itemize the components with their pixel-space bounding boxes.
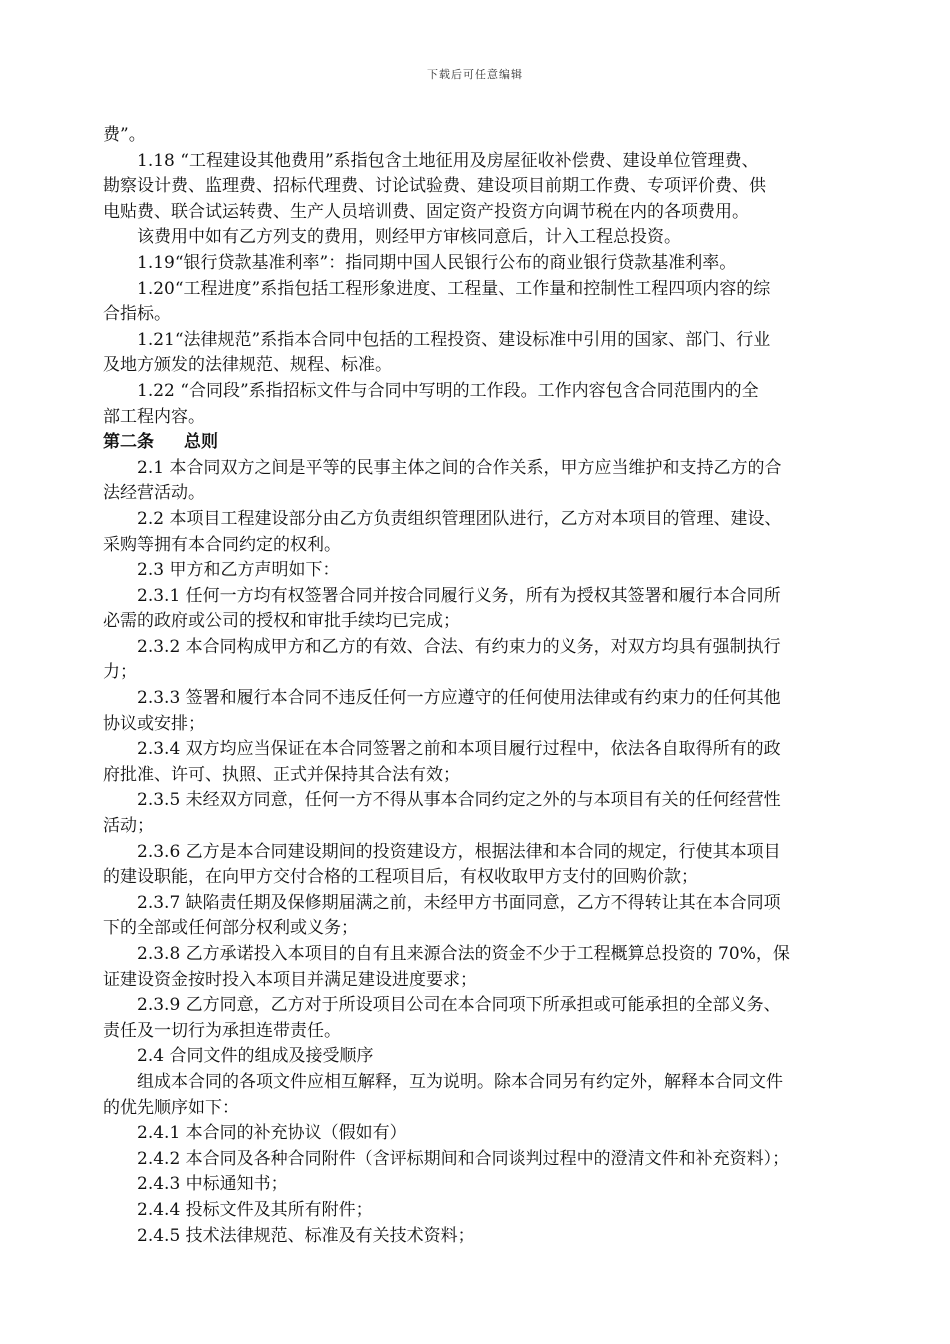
paragraph-line: 费”。	[103, 125, 146, 145]
paragraph-line: 2.3 甲方和乙方声明如下：	[137, 560, 340, 581]
paragraph-line: 下的全部或任何部分权利或义务；	[103, 918, 358, 939]
paragraph-line: 2.3.5 未经双方同意，任何一方不得从事本合同约定之外的与本项目有关的任何经营性	[137, 790, 781, 811]
paragraph-line: 部工程内容。	[103, 406, 205, 427]
paragraph-line: 的建设职能，在向甲方交付合格的工程项目后，有权收取甲方支付的回购价款；	[103, 867, 698, 888]
paragraph-line: 2.3.3 签署和履行本合同不违反任何一方应遵守的任何使用法律或有约束力的任何其他	[137, 688, 781, 709]
paragraph-line: 证建设资金按时投入本项目并满足建设进度要求；	[103, 969, 477, 990]
paragraph-line: 协议或安排；	[103, 713, 205, 734]
page-header: 下载后可任意编辑	[427, 68, 523, 81]
paragraph-line: 2.3.2 本合同构成甲方和乙方的有效、合法、有约束力的义务，对双方均具有强制执行	[137, 636, 781, 657]
paragraph-line: 1.21“法律规范”系指本合同中包括的工程投资、建设标准中引用的国家、部门、行业	[137, 329, 771, 350]
paragraph-line: 2.3.8 乙方承诺投入本项目的自有且来源合法的资金不少于工程概算总投资的 70%，保	[137, 944, 790, 964]
paragraph-line: 合指标。	[103, 304, 171, 325]
paragraph-line: 2.3.7 缺陷责任期及保修期届满之前，未经甲方书面同意，乙方不得转让其在本合同项	[137, 892, 781, 913]
paragraph-line: 及地方颁发的法律规范、规程、标准。	[103, 355, 392, 376]
section-title: 总则	[184, 432, 218, 453]
paragraph-line: 活动；	[103, 816, 154, 837]
paragraph-line: 1.18 “工程建设其他费用”系指包含土地征用及房屋征收补偿费、建设单位管理费、	[137, 150, 759, 171]
document-body	[103, 123, 863, 1249]
section-heading	[103, 430, 863, 456]
paragraph-line: 1.22 “合同段”系指招标文件与合同中写明的工作段。工作内容包含合同范围内的全	[137, 380, 759, 401]
paragraph-line: 责任及一切行为承担连带责任。	[103, 1020, 341, 1041]
paragraph-line: 2.3.9 乙方同意，乙方对于所设项目公司在本合同项下所承担或可能承担的全部义务、	[137, 995, 781, 1016]
paragraph-line: 采购等拥有本合同约定的权利。	[103, 534, 341, 555]
paragraph-line: 必需的政府或公司的授权和审批手续均已完成；	[103, 611, 460, 632]
paragraph-line: 府批准、许可、执照、正式并保持其合法有效；	[103, 764, 460, 785]
paragraph-line: 力；	[103, 662, 137, 683]
paragraph-line: 2.4.1 本合同的补充协议（假如有）	[137, 1123, 407, 1144]
paragraph-line: 勘察设计费、监理费、招标代理费、讨论试验费、建设项目前期工作费、专项评价费、供	[103, 176, 766, 197]
paragraph-line: 的优先顺序如下：	[103, 1097, 239, 1118]
paragraph-line: 2.4.4 投标文件及其所有附件；	[137, 1199, 373, 1220]
paragraph-line: 2.2 本项目工程建设部分由乙方负责组织管理团队进行，乙方对本项目的管理、建设、	[137, 508, 782, 529]
paragraph-line: 2.3.1 任何一方均有权签署合同并按合同履行义务，所有为授权其签署和履行本合同所	[137, 585, 781, 606]
paragraph-line: 2.4.3 中标通知书；	[137, 1174, 288, 1195]
paragraph-line: 电贴费、联合试运转费、生产人员培训费、固定资产投资方向调节税在内的各项费用。	[103, 201, 749, 222]
paragraph-line: 1.19“银行贷款基准利率”：指同期中国人民银行公布的商业银行贷款基准利率。	[137, 252, 737, 273]
paragraph-line: 2.4.2 本合同及各种合同附件（含评标期间和合同谈判过程中的澄清文件和补充资料）；	[137, 1148, 790, 1169]
paragraph-line: 2.4 合同文件的组成及接受顺序	[137, 1046, 374, 1067]
paragraph-line: 组成本合同的各项文件应相互解释，互为说明。除本合同另有约定外，解释本合同文件	[137, 1071, 783, 1092]
paragraph-line: 该费用中如有乙方列支的费用，则经甲方审核同意后，计入工程总投资。	[137, 227, 681, 248]
paragraph-line: 法经营活动。	[103, 483, 205, 504]
paragraph-line: 1.20“工程进度”系指包括工程形象进度、工程量、工作量和控制性工程四项内容的综	[137, 278, 771, 299]
paragraph-line: 2.1 本合同双方之间是平等的民事主体之间的合作关系，甲方应当维护和支持乙方的合	[137, 457, 782, 478]
paragraph-line: 2.3.4 双方均应当保证在本合同签署之前和本项目履行过程中，依法各自取得所有的政	[137, 739, 781, 760]
paragraph-line: 2.3.6 乙方是本合同建设期间的投资建设方，根据法律和本合同的规定，行使其本项目	[137, 841, 781, 862]
paragraph-line: 2.4.5 技术法律规范、标准及有关技术资料；	[137, 1225, 475, 1246]
section-number: 第二条	[103, 432, 154, 453]
